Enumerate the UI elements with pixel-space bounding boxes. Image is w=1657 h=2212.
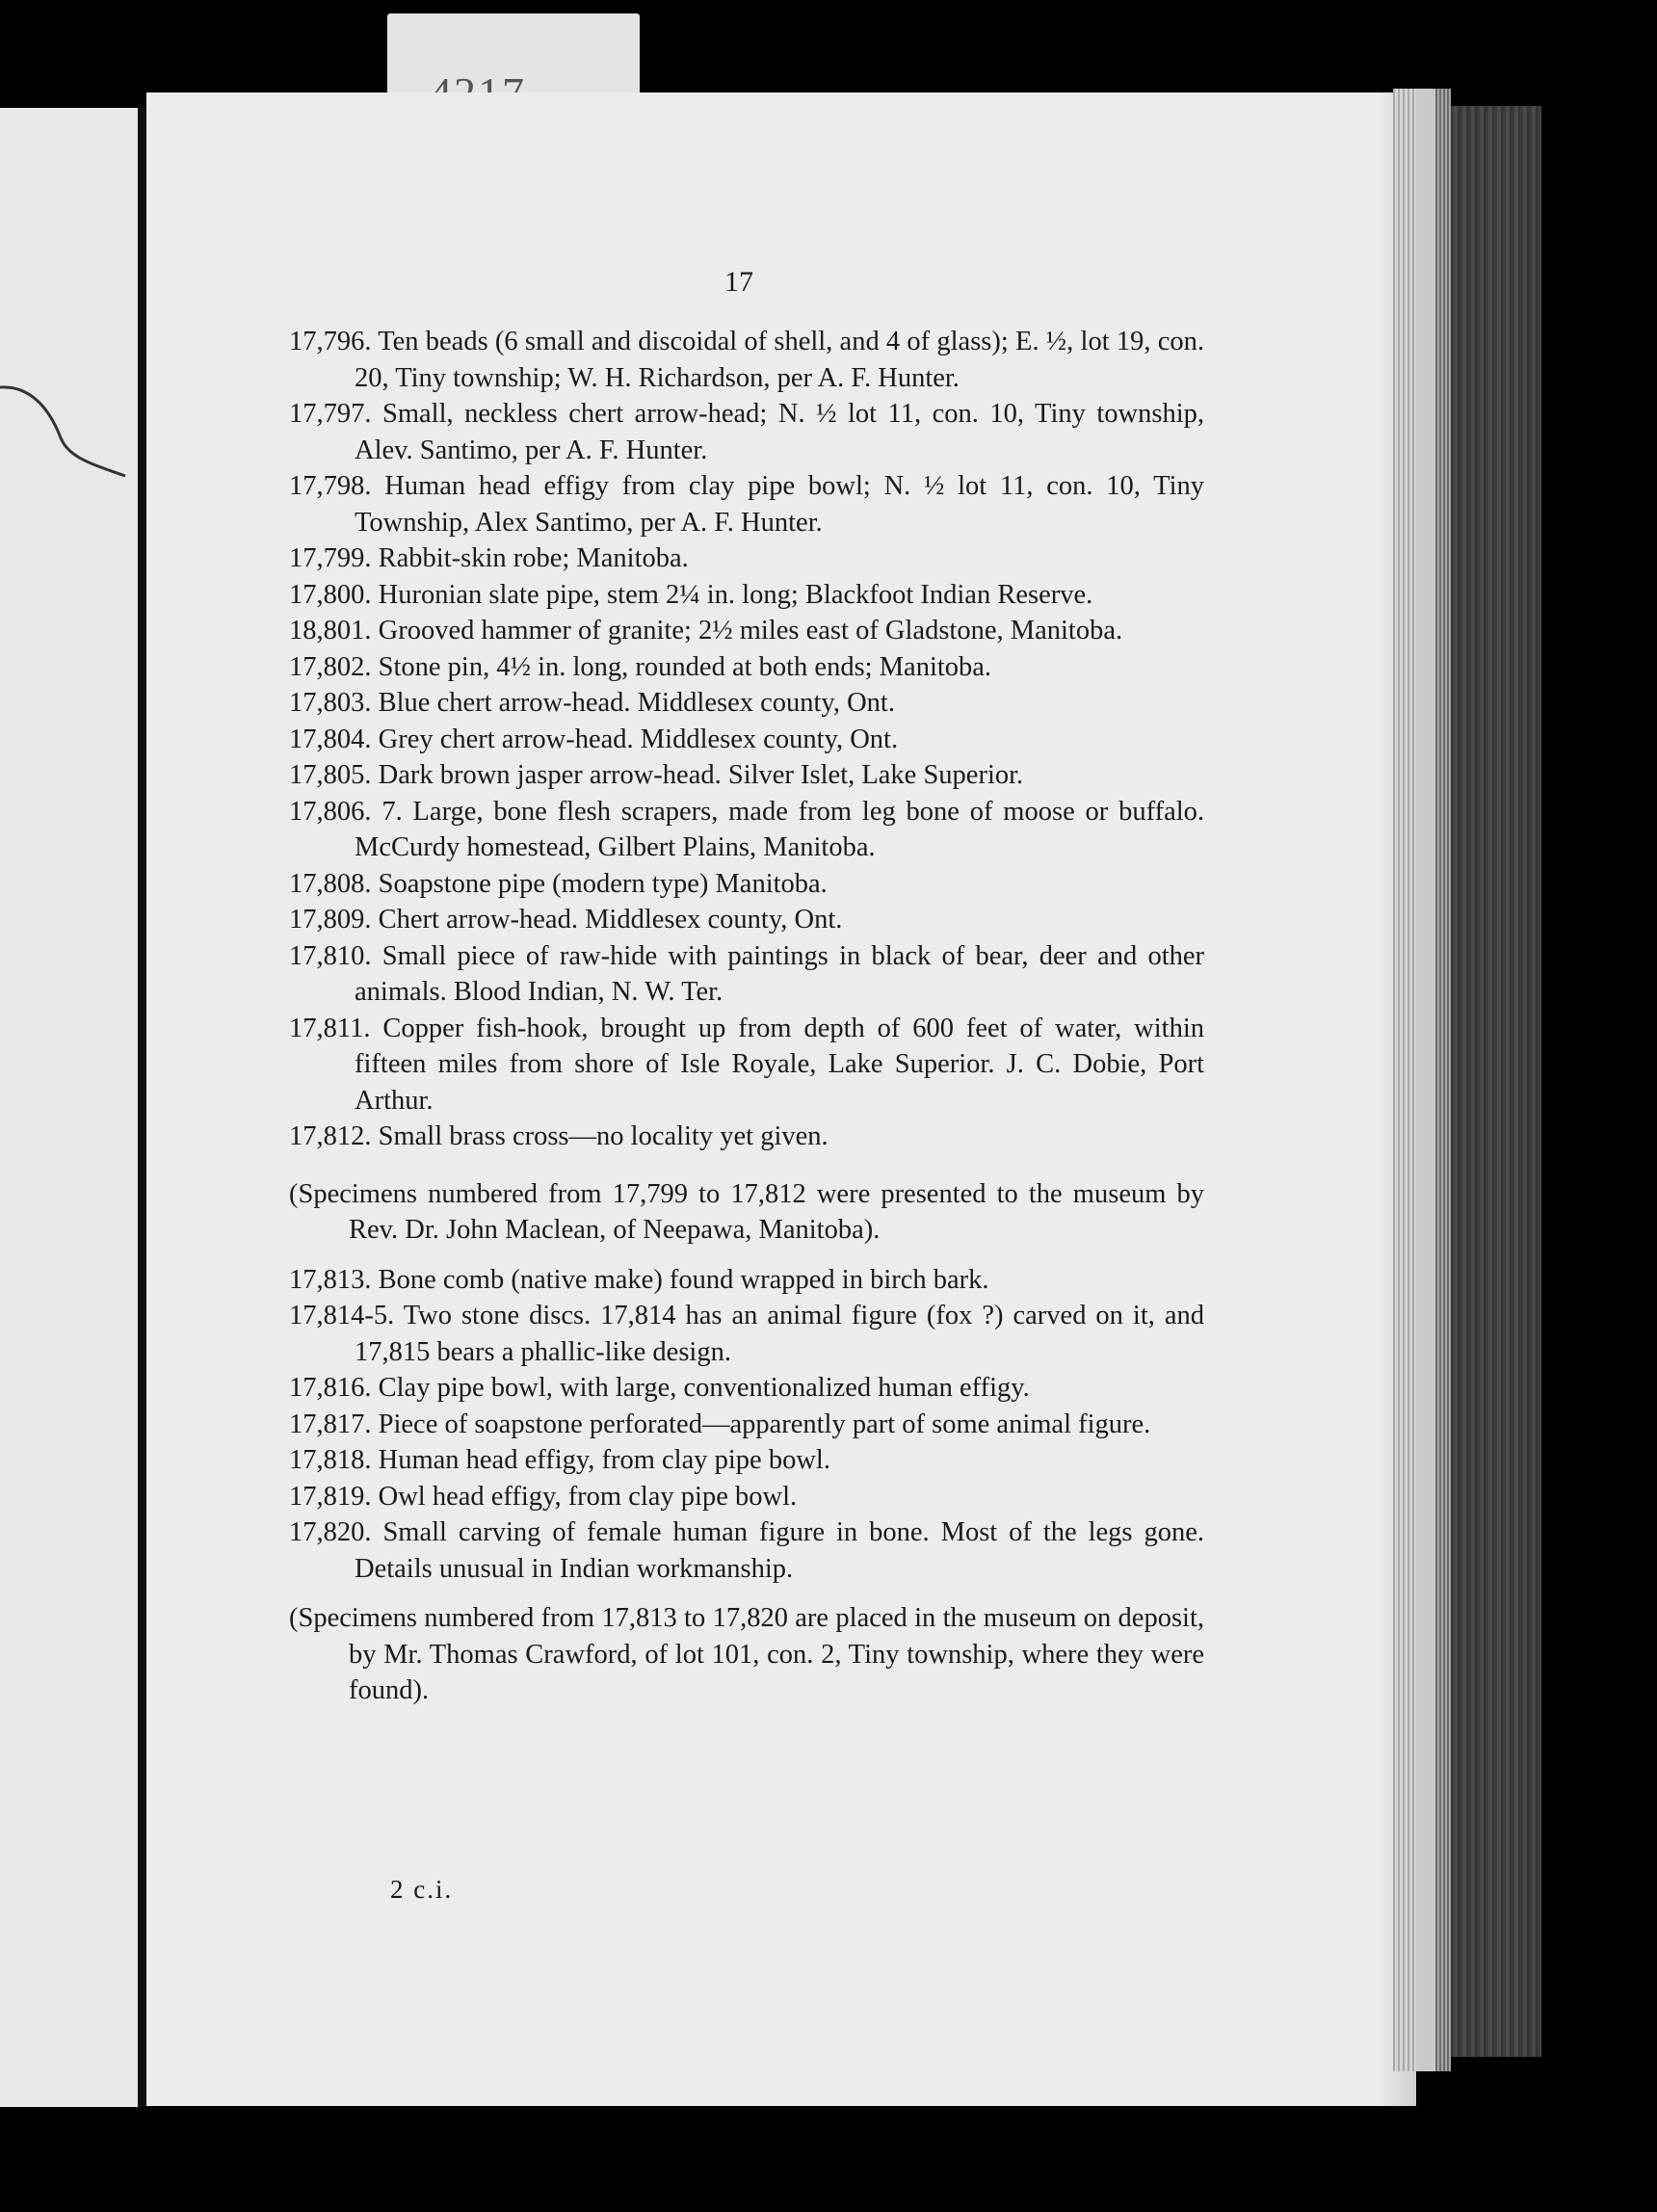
catalogue-entries-second [289,1262,1204,1588]
entry-description: Huronian slate pipe, stem 2¼ in. long; Blackfoot Indian Reserve. [378,579,1093,610]
book-cover [1451,106,1541,2057]
entry-number: 17,814-5. [289,1301,395,1330]
catalogue-entry [289,468,1204,540]
entry-number: 17,800. [289,579,372,610]
catalogue-entry [289,1262,1204,1299]
entry-description: Two stone discs. 17,814 has an animal figure (fox ?) carved on it, and 17,815 bears a phallic-like design. [355,1301,1204,1367]
entry-number: 17,808. [289,868,372,899]
catalogue-entry [289,396,1204,468]
catalogue-entry [289,722,1204,758]
entry-description: 7. Large, bone flesh scrapers, made from leg bone of moose or buffalo. McCurdy homestead, Gilbert Plains, Manitoba. [355,796,1205,862]
catalogue-entry [289,1479,1204,1515]
catalogue-entries [289,324,1204,1155]
catalogue-list [289,324,1204,1709]
catalogue-entry [289,1298,1204,1370]
entry-description: Small carving of female human figure in bone. Most of the legs gone. Details unusual in Indian workmanship. [355,1517,1204,1584]
entry-number: 17,820. [289,1517,372,1547]
catalogue-entry [289,324,1204,396]
page-edges-light [1416,89,1435,2071]
catalogue-entry [289,1514,1204,1587]
left-page [0,108,145,2107]
deposit-note: (Specimens numbered from 17,813 to 17,820 are placed in the museum on deposit, by Mr. Thomas Crawford, of lot 101, con. 2, Tiny township, where they were found). [289,1603,1204,1705]
entry-number: 17,803. [289,688,372,718]
catalogue-entry [289,902,1204,938]
entry-description: Clay pipe bowl, with large, conventionalized human effigy. [378,1373,1030,1403]
entry-number: 17,812. [289,1121,372,1151]
entry-description: Grooved hammer of granite; 2½ miles east of Gladstone, Manitoba. [378,616,1123,645]
entry-description: Ten beads (6 small and discoidal of shell, and 4 of glass); E. ½, lot 19, con. 20, Tiny township; W. H. Richardson, per A. F. Hunter. [355,327,1204,393]
catalogue-entry [289,794,1204,866]
entry-description: Bone comb (native make) found wrapped in birch bark. [378,1264,989,1295]
entry-description: Human head effigy from clay pipe bowl; N. ½ lot 11, con. 10, Tiny Township, Alex Santimo, per A. F. Hunter. [355,471,1204,538]
entry-number: 17,796. [289,327,372,356]
catalogue-entry [289,540,1204,577]
catalogue-entry [289,866,1204,903]
entry-number: 18,801. [289,616,372,645]
entry-number: 17,806. [289,796,372,827]
entry-number: 17,809. [289,905,372,935]
signature-mark: 2 c.i. [390,1875,454,1904]
entry-description: Dark brown jasper arrow-head. Silver Islet, Lake Superior. [378,760,1024,790]
entry-number: 17,818. [289,1445,372,1475]
entry-number: 17,805. [289,760,372,790]
entry-number: 17,804. [289,724,372,754]
catalogue-entry [289,577,1204,614]
entry-number: 17,819. [289,1481,372,1512]
entry-number: 17,798. [289,471,372,501]
entry-number: 17,810. [289,940,372,971]
catalogue-entry [289,685,1204,722]
entry-description: Grey chert arrow-head. Middlesex county, Ont. [378,724,899,754]
entry-number: 17,802. [289,651,372,682]
entry-description: Rabbit-skin robe; Manitoba. [378,543,689,573]
page-edges-dark [1435,89,1451,2071]
provenance-note: (Specimens numbered from 17,799 to 17,812 were presented to the museum by Rev. Dr. John Maclean, of Neepawa, Manitoba). [289,1178,1204,1245]
entry-number: 17,797. [289,399,372,429]
entry-number: 17,811. [289,1013,371,1043]
entry-description: Human head effigy, from clay pipe bowl. [378,1445,830,1475]
entry-number: 17,817. [289,1409,372,1439]
catalogue-entry [289,1442,1204,1479]
book-gutter [138,108,146,2107]
catalogue-entry [289,649,1204,686]
catalogue-entry [289,938,1204,1011]
entry-description: Stone pin, 4½ in. long, rounded at both ends; Manitoba. [378,651,992,682]
entry-description: Small brass cross—no locality yet given. [378,1121,828,1151]
entry-description: Owl head effigy, from clay pipe bowl. [378,1481,798,1512]
catalogue-entry [289,757,1204,794]
entry-description: Soapstone pipe (modern type) Manitoba. [378,868,828,899]
catalogue-entry [289,1370,1204,1407]
entry-description: Small piece of raw-hide with paintings in black of bear, deer and other animals. Blood Indian, N. W. Ter. [355,940,1205,1007]
entry-description: Chert arrow-head. Middlesex county, Ont. [378,905,843,935]
catalogue-entry [289,1407,1204,1443]
catalogue-entry [289,1119,1204,1155]
entry-number: 17,813. [289,1264,372,1295]
catalogue-entry [289,613,1204,649]
entry-number: 17,799. [289,543,372,573]
page-edges [1393,89,1416,2071]
entry-number: 17,816. [289,1373,372,1403]
entry-description: Small, neckless chert arrow-head; N. ½ lot 11, con. 10, Tiny township, Alev. Santimo, per A. F. Hunter. [355,399,1205,465]
page-number: 17 [724,266,753,298]
entry-description: Piece of soapstone perforated—apparently part of some animal figure. [378,1409,1151,1439]
catalogue-entry [289,1011,1204,1119]
entry-description: Blue chert arrow-head. Middlesex county, Ont. [378,688,895,718]
entry-description: Copper fish-hook, brought up from depth of 600 feet of water, within fifteen miles from shore of Isle Royale, Lake Superior. J. C. Dobie, Port Arthur. [355,1013,1205,1116]
left-page-line-drawing [0,368,145,503]
